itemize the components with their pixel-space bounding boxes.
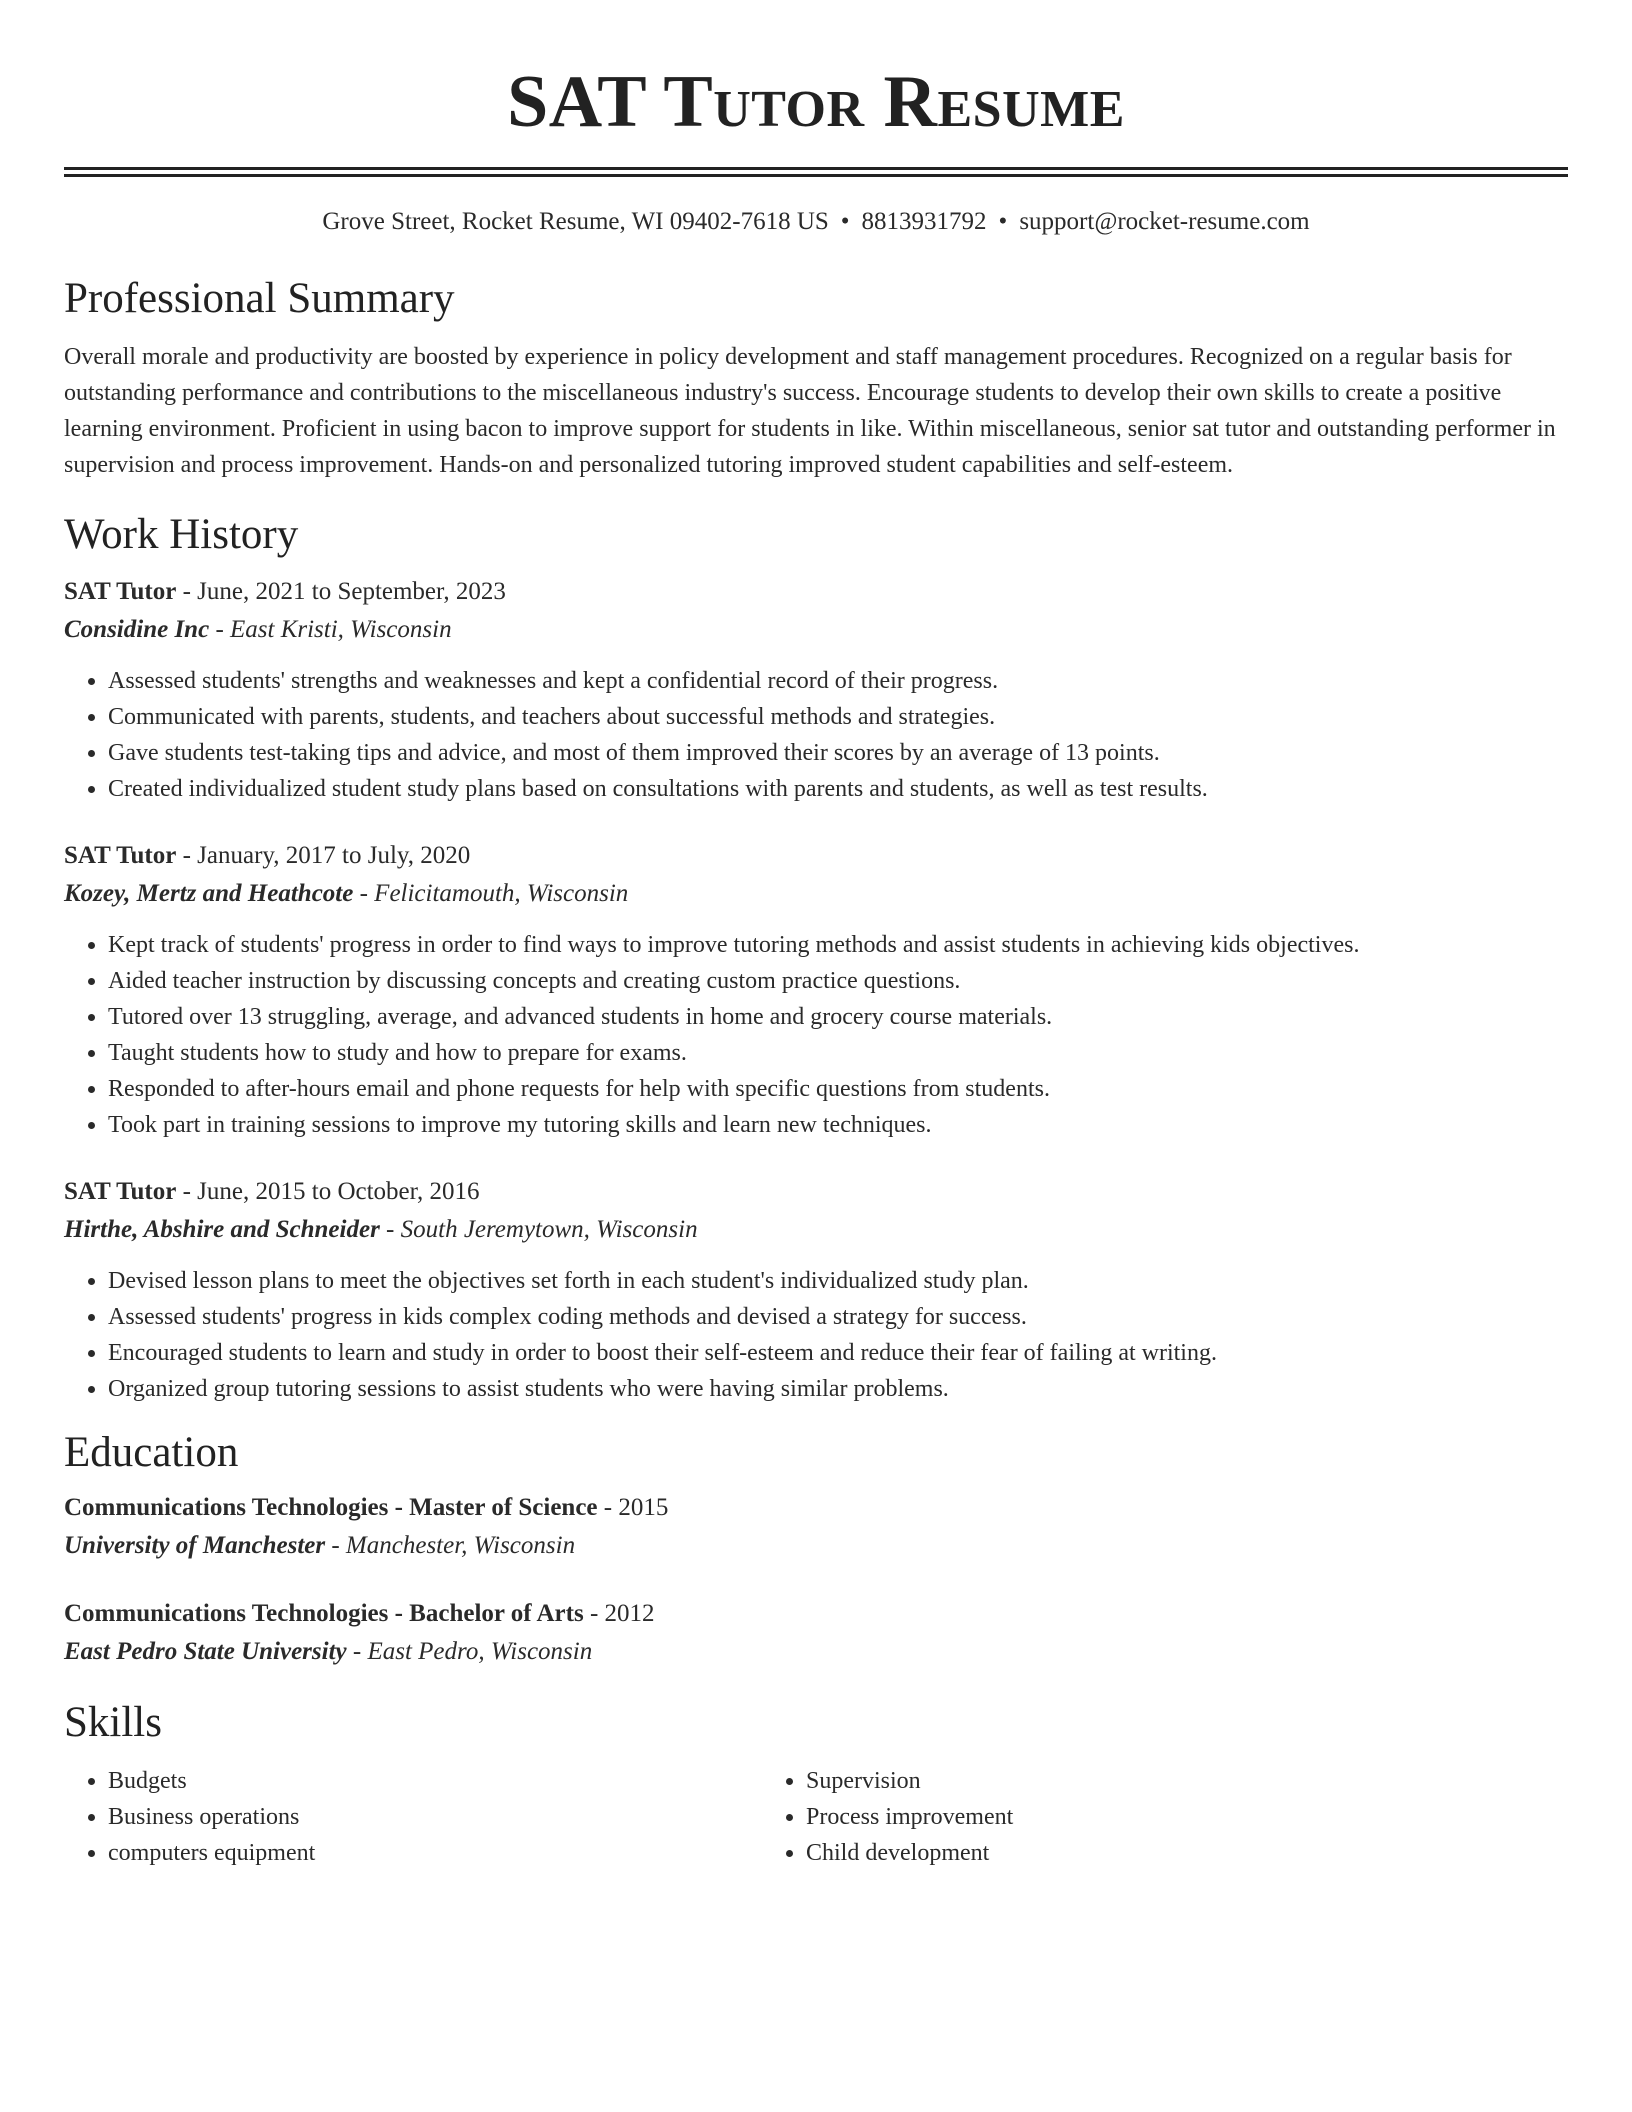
job-location: - South Jeremytown, Wisconsin	[379, 1216, 698, 1243]
job-title-line	[64, 573, 1568, 611]
skill-item: • Business operations	[108, 1799, 762, 1835]
job-bullet: • Organized group tutoring sessions to assist students who were having similar problems.	[108, 1371, 1568, 1407]
job-dates: - June, 2021 to September, 2023	[176, 578, 506, 605]
education-location: - East Pedro, Wisconsin	[346, 1638, 593, 1665]
education-school-line	[64, 1633, 1568, 1671]
job-company: Hirthe, Abshire and Schneider	[64, 1216, 380, 1243]
skills-list-left	[64, 1763, 762, 1871]
job-dates: - January, 2017 to July, 2020	[176, 842, 471, 869]
job-location: - East Kristi, Wisconsin	[209, 616, 452, 643]
summary-text: Overall morale and productivity are boosted by experience in policy development and staff management procedures. Recognized on a regular basis for outstanding performance and contributions to the miscellaneous industry's success. Encourage students to develop their own skills to create a positive learning environment. Proficient in using bacon to improve support for students in like. Within miscellaneous, senior sat tutor and outstanding performer in supervision and process improvement. Hands-on and personalized tutoring improved student capabilities and self-esteem.	[64, 344, 1556, 478]
job-bullet: • Devised lesson plans to meet the objectives set forth in each student's individualized study plan.	[108, 1263, 1568, 1299]
job-company: Kozey, Mertz and Heathcote	[64, 880, 354, 907]
job-entry	[64, 837, 1568, 1143]
skills-columns	[64, 1763, 1568, 1871]
section-heading-summary: Professional Summary	[64, 275, 455, 322]
education-year: - 2012	[583, 1600, 655, 1627]
contact-separator: •	[998, 208, 1008, 235]
job-bullets	[64, 1263, 1568, 1407]
job-bullets	[64, 927, 1568, 1143]
education-school: East Pedro State University	[64, 1638, 347, 1665]
job-bullet: • Took part in training sessions to improve my tutoring skills and learn new techniques.	[108, 1107, 1568, 1143]
job-bullet: • Assessed students' strengths and weaknesses and kept a confidential record of their progress.	[108, 663, 1568, 699]
job-company-line	[64, 875, 1568, 913]
job-bullet: • Tutored over 13 struggling, average, and advanced students in home and grocery course materials.	[108, 999, 1568, 1035]
resume-title: SAT Tutor Resume	[507, 61, 1125, 143]
job-bullet: • Taught students how to study and how to prepare for exams.	[108, 1035, 1568, 1071]
job-bullet: • Kept track of students' progress in order to find ways to improve tutoring methods and assist students in achieving kids objectives.	[108, 927, 1568, 963]
job-dates: - June, 2015 to October, 2016	[176, 1178, 480, 1205]
education-year: - 2015	[597, 1494, 669, 1521]
job-title-line	[64, 1173, 1568, 1211]
job-company: Considine Inc	[64, 616, 210, 643]
section-heading-education: Education	[64, 1429, 239, 1476]
job-bullet: • Communicated with parents, students, and teachers about successful methods and strategies.	[108, 699, 1568, 735]
skill-item: • Process improvement	[806, 1799, 1460, 1835]
job-bullet: • Responded to after-hours email and phone requests for help with specific questions from students.	[108, 1071, 1568, 1107]
job-location: - Felicitamouth, Wisconsin	[353, 880, 629, 907]
education-school-line	[64, 1527, 1568, 1565]
education-school: University of Manchester	[64, 1532, 326, 1559]
education-degree-line	[64, 1595, 1568, 1633]
contact-line	[64, 204, 1568, 240]
job-bullet: • Aided teacher instruction by discussing concepts and creating custom practice questions.	[108, 963, 1568, 999]
contact-address: Grove Street, Rocket Resume, WI 09402-7618 US	[322, 208, 829, 235]
skill-item: • Budgets	[108, 1763, 762, 1799]
skills-list-right	[762, 1763, 1460, 1871]
job-title: SAT Tutor	[64, 578, 177, 605]
education-entry	[64, 1595, 1568, 1671]
job-bullet: • Encouraged students to learn and study in order to boost their self-esteem and reduce their fear of failing at writing.	[108, 1335, 1568, 1371]
job-title-line	[64, 837, 1568, 875]
education-entry	[64, 1489, 1568, 1565]
skill-item: • computers equipment	[108, 1835, 762, 1871]
education-degree: Communications Technologies - Master of Science	[64, 1494, 598, 1521]
title-divider	[64, 167, 1568, 177]
job-title: SAT Tutor	[64, 1178, 177, 1205]
education-degree: Communications Technologies - Bachelor of Arts	[64, 1600, 584, 1627]
contact-separator: •	[840, 208, 850, 235]
section-heading-skills: Skills	[64, 1699, 162, 1746]
skill-item: • Supervision	[806, 1763, 1460, 1799]
contact-email: support@rocket-resume.com	[1019, 208, 1310, 235]
education-degree-line	[64, 1489, 1568, 1527]
job-company-line	[64, 611, 1568, 649]
job-bullet: • Assessed students' progress in kids complex coding methods and devised a strategy for success.	[108, 1299, 1568, 1335]
job-entry	[64, 1173, 1568, 1407]
job-entry	[64, 573, 1568, 807]
job-bullet: • Created individualized student study plans based on consultations with parents and students, as well as test results.	[108, 771, 1568, 807]
job-company-line	[64, 1211, 1568, 1249]
education-location: - Manchester, Wisconsin	[325, 1532, 576, 1559]
job-bullets	[64, 663, 1568, 807]
job-bullet: • Gave students test-taking tips and advice, and most of them improved their scores by an average of 13 points.	[108, 735, 1568, 771]
job-title: SAT Tutor	[64, 842, 177, 869]
section-heading-work-history: Work History	[64, 511, 299, 558]
skill-item: • Child development	[806, 1835, 1460, 1871]
contact-phone: 8813931792	[861, 208, 987, 235]
